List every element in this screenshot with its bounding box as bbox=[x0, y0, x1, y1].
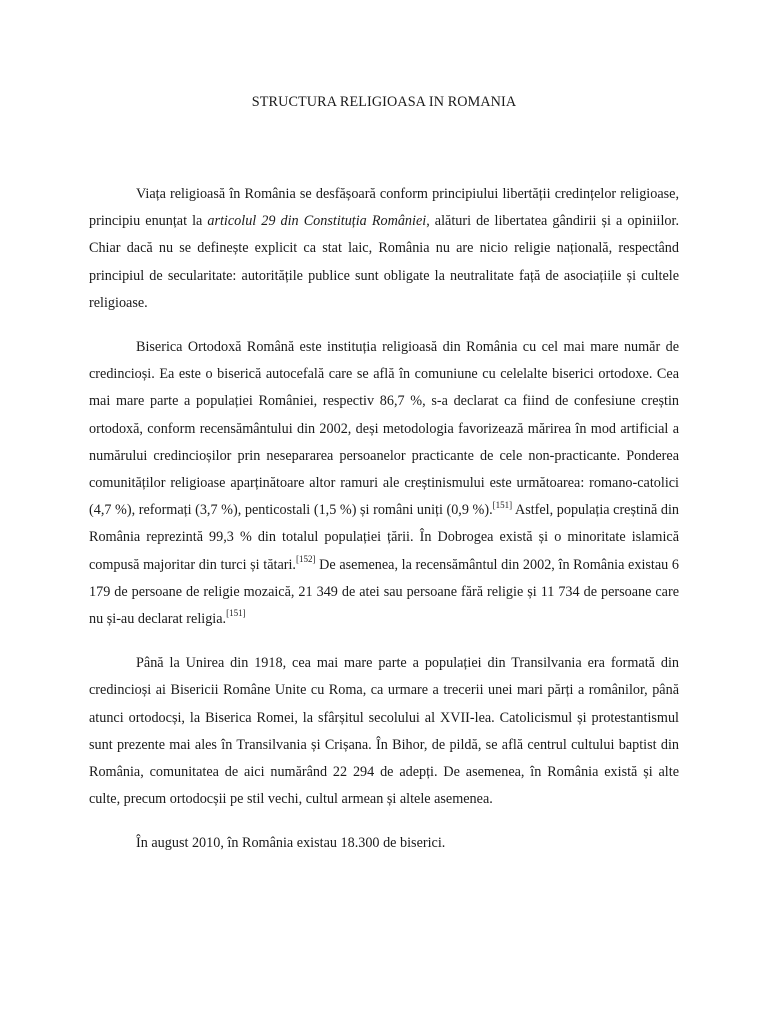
paragraph-2-text-a: Biserica Ortodoxă Română este instituția religioasă din România cu cel mai mare număr de credincioși. Ea este o biserică autocefală care se află în comuniune cu celelalte biserici ortodoxe. Cea mai mare parte a populației României, respectiv 86,7 %, s-a declarat ca fiind de confesiune creștin ortodoxă, conform recensământului din 2002, deși metodologia favorizează mărirea în mod artificial a numărului credincioșilor prin nesepararea persoanelor practicante de cele non-practicante. Ponderea comunităților religioase aparținătoare altor ramuri ale creștinismului este următoarea: romano-catolici (4,7 %), reformați (3,7 %), penticostali (1,5 %) și români uniți (0,9 %). bbox=[89, 339, 679, 519]
paragraph-4 bbox=[89, 830, 679, 857]
paragraph-1 bbox=[89, 181, 679, 317]
footnote-ref-152[interactable]: [152] bbox=[295, 553, 316, 564]
paragraph-1-text-b: , alături de libertatea gândirii și a opiniilor. Chiar dacă nu se definește explicit ca stat laic, România nu are nicio religie națională, respectând principiul de secularitate: autoritățile publice sunt obligate la neutralitate față de asociațiile și cultele religioase. bbox=[89, 213, 680, 311]
document-title: STRUCTURA RELIGIOASA IN ROMANIA bbox=[251, 94, 517, 110]
paragraph-1-text-a: Viața religioasă în România se desfășoară conform principiului libertății credințelor religioase, principiu enunțat la bbox=[89, 186, 679, 230]
paragraph-3 bbox=[89, 650, 679, 813]
paragraph-2-text-c: De asemenea, la recensământul din 2002, în România existau 6 179 de persoane de religie mozaică, 21 349 de atei sau persoane fără religie și 11 734 de persoane care nu și-au declarat religia. bbox=[89, 556, 679, 628]
paragraph-2-text-b: Astfel, populația creștină din România reprezintă 99,3 % din totalul populației țării. În Dobrogea există și o minoritate islamică compusă majoritar din turci și tătari. bbox=[89, 502, 679, 573]
paragraph-3-text: Până la Unirea din 1918, cea mai mare parte a populației din Transilvania era formată din credincioși ai Bisericii Române Unite cu Roma, ca urmare a trecerii unei mari părți a românilor, până atunci ortodocși, la Biserica Romei, la sfârșitul secolului al XVII-lea. Catolicismul și protestantismul sunt prezente mai ales în Transilvania și Crișana. În Bihor, de pildă, se află centrul cultului baptist din România, comunitatea de aici numărând 22 294 de adepți. De asemenea, în România există și alte culte, precum ortodocșii pe stil vechi, cultul armean și altele asemenea. bbox=[89, 655, 679, 808]
constitution-article-reference: articolul 29 din Constituția României bbox=[207, 213, 427, 230]
paragraph-2 bbox=[89, 334, 679, 633]
paragraph-4-text: În august 2010, în România existau 18.300 de biserici. bbox=[136, 835, 446, 852]
footnote-ref-151-second[interactable]: [151] bbox=[226, 608, 246, 619]
footnote-ref-151[interactable]: [151] bbox=[492, 499, 513, 510]
